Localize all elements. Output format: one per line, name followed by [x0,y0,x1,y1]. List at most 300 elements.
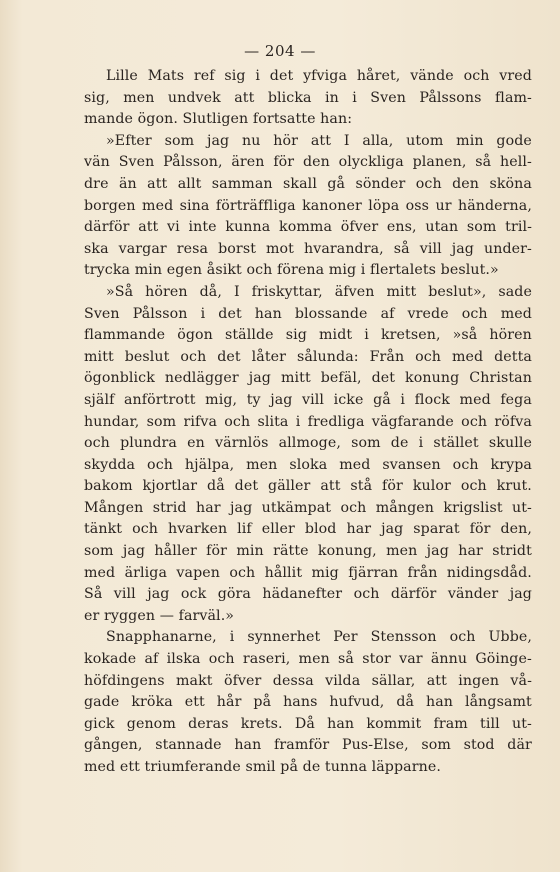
word: mitt [386,283,417,300]
word: vilda [325,672,361,689]
text-line [84,196,532,218]
text-line [84,627,532,649]
word: med [500,305,532,322]
word: skydda [84,456,136,473]
word: nu [242,132,261,149]
word: och [353,586,380,603]
word: för [273,154,295,171]
word: och [340,499,367,516]
word: framför [274,737,330,754]
word: eller [261,521,295,538]
word: förträffliga [215,197,296,214]
word: och [180,348,207,365]
word: hufvud, [329,694,385,711]
word: öfver [340,219,379,236]
word: mot [265,240,294,257]
word: att [234,89,255,106]
word: oss [405,197,430,214]
word: sönder [355,175,406,192]
word: en [187,435,205,452]
word: vänder [447,586,499,603]
word: men [386,543,418,560]
word: ut- [512,499,532,516]
word: trycka min egen åsikt och förena mig i flertalets beslut.» [84,262,499,279]
word: midt [319,327,353,344]
word: då, [199,283,222,300]
word: hör [273,132,299,149]
word: i [200,305,206,322]
word: mig [311,564,339,581]
word: detta [494,348,532,365]
word: Ubbe, [488,629,532,646]
word: vargar [118,240,167,257]
text-line [84,88,532,110]
word: skall [283,175,317,192]
word: vapen [176,564,220,581]
word: rätte [273,543,309,560]
word: blossande [294,305,368,322]
text-line [84,325,532,347]
word: och [224,413,251,430]
text-line [84,519,532,541]
text-line [84,282,532,304]
word: sina [179,197,210,214]
text-line [84,606,532,628]
word: gick [84,715,115,732]
word: Snapphanarne, [106,629,217,646]
word: hell- [500,154,532,171]
word: jag [206,132,230,149]
word: kulor [412,478,451,495]
word: sade [498,283,532,300]
word: vrede [407,305,449,322]
word: jag [270,391,293,408]
text-line [84,347,532,369]
word: med ett triumferande smil på de tunna läpparne. [84,759,441,775]
word: öfver [223,672,262,689]
word: Pålsson [132,305,188,322]
word: Så [84,586,103,603]
word: i [352,89,357,106]
word: att [426,672,447,689]
word: planen, [412,154,467,171]
word: så [475,154,492,171]
word: ärliga [124,564,168,581]
body-text [84,66,532,779]
word: vägfarande [371,413,454,430]
word: som [351,435,381,452]
word: Göinge- [475,651,532,668]
word: och [132,521,158,538]
word: att [138,219,159,236]
word: har [195,499,221,516]
word: stor [362,651,391,668]
word: jag [451,240,474,257]
text-line [84,174,532,196]
word: hören [489,327,532,344]
word: vände [410,68,454,84]
word: han [327,715,355,732]
word: Stensson [370,629,437,646]
text-line [84,692,532,714]
text-line [84,433,532,455]
word: jag [230,499,253,516]
word: därför [390,586,437,603]
text-line [84,714,532,736]
word: Pålsson, [163,154,223,171]
word: ock [180,586,207,603]
word: att [320,478,341,495]
word: sparat [413,521,460,538]
word: röfva [494,413,532,430]
page-number: — 204 — [244,42,316,60]
word: har [458,543,483,560]
word: kjortlar [142,478,198,495]
word: komma [279,219,333,236]
text-line [84,390,532,412]
text-line [84,152,532,174]
word: konung [405,370,460,387]
word: raseri, [242,651,291,668]
word: Mången [84,499,144,516]
word: Lille [106,68,138,84]
word: beslut [124,348,170,365]
word: sig, [84,89,110,106]
word: inte [188,219,217,236]
word: från [407,564,438,581]
word: och [461,413,488,430]
word: mig, [205,391,238,408]
word: och [229,564,256,581]
word: resa [176,240,209,257]
word: ty [246,391,261,408]
word: och [208,651,235,668]
word: ännu [430,651,468,668]
word: fram [433,715,468,732]
word: dre [84,175,109,192]
word: borst [218,240,256,257]
word: lif [237,521,252,538]
word: dessa [272,672,314,689]
word: jag [122,543,146,560]
word: gäller [268,478,311,495]
word: Pus-Else, [341,737,409,754]
word: skulle [488,435,532,452]
word: sloka [289,456,328,473]
word: och [415,175,442,192]
word: ställde [224,327,274,344]
word: där [507,737,532,754]
word: gå [327,175,346,192]
word: gode [496,132,532,149]
word: slita [257,413,289,430]
text-line [84,476,532,498]
word: mången [375,499,435,516]
word: fredliga [307,413,365,430]
word: att [310,132,332,149]
word: har [346,521,372,538]
word: men [123,89,155,106]
word: krigslist [443,499,503,516]
word: det [269,68,294,84]
word: ens, [386,219,417,236]
word: plundra [120,435,177,452]
word: det [217,348,241,365]
word: i [295,413,301,430]
word: sköna [489,175,532,192]
word: stannade [155,737,222,754]
word: Christan [469,370,532,387]
word: då [396,694,415,711]
word: vred [499,68,532,84]
word: befäl, [320,370,362,387]
word: att [147,175,168,192]
word: Sven [84,305,120,322]
word: mitt [84,348,114,365]
word: kretsen, [380,327,441,344]
text-line [84,541,532,563]
word: den [302,154,330,171]
word: kommit [366,715,422,732]
word: sig [285,327,307,344]
text-line [84,66,532,88]
word: yfviga [303,68,348,84]
text-line [84,304,532,326]
word: därför [84,219,130,236]
word: Sven [370,89,406,106]
word: blicka [267,89,312,106]
word: bakom [84,478,133,495]
word: värnlös [215,435,269,452]
word: än [118,175,137,192]
word: med [459,391,491,408]
text-line [84,239,532,261]
word: till [480,715,500,732]
word: stridt [492,543,532,560]
word: »Så [106,283,134,300]
text-line [84,757,532,779]
word: er ryggen — farväl.» [84,607,235,624]
word: som [146,413,177,430]
word: och [460,478,487,495]
word: håller [154,543,197,560]
word: rifva [183,413,218,430]
word: långsamt [464,694,532,711]
word: händerna, [457,197,532,214]
word: så [393,240,410,257]
text-line [84,735,532,757]
word: anförtrott [124,391,196,408]
word: ingen [458,672,500,689]
text-line [84,368,532,390]
word: fjärran [348,564,399,581]
word: svansen [382,456,441,473]
word: då [207,478,225,495]
word: icke [333,391,364,408]
word: kröka [131,694,173,711]
word: på [253,694,272,711]
word: ur [435,197,452,214]
word: alla, [362,132,394,149]
word: och [415,348,442,365]
word: höfdingens [84,672,165,689]
word: Från [369,348,405,365]
word: och [147,456,173,473]
word: deras [188,715,229,732]
word: men [246,456,278,473]
word: flock [414,391,450,408]
word: han [234,737,262,754]
word: jag [147,586,170,603]
word: sällar, [371,672,416,689]
word: ilska [166,651,201,668]
word: vill [419,240,442,257]
word: ögonblick [84,370,155,387]
word: det [234,478,259,495]
word: och [452,456,479,473]
word: samman [211,175,273,192]
word: var [399,651,423,668]
word: som [466,219,497,236]
word: för [469,521,491,538]
word: och [84,435,110,452]
word: med [339,456,371,473]
text-line [84,671,532,693]
word: krets. [240,715,283,732]
word: och [463,68,490,84]
word: genom [126,715,176,732]
word: mande ögon. Slutligen fortsatte han: [84,111,353,128]
word: hvarken [167,521,228,538]
word: jag [426,543,449,560]
text-line [84,131,532,153]
word: allmoge, [278,435,341,452]
word: flammande [84,327,166,344]
word: i [418,435,424,452]
word: den [452,175,480,192]
word: med [142,197,174,214]
word: och [449,629,476,646]
word: in [324,89,339,106]
word: ögon [177,327,213,344]
word: göra [217,586,251,603]
word: nidingsdåd. [446,564,532,581]
text-line [84,584,532,606]
word: vill [302,391,325,408]
word: olyckliga [338,154,404,171]
word: af [380,305,395,322]
word: sig [224,68,246,84]
word: vi [167,219,180,236]
word: undvek [167,89,221,106]
word: jag [248,370,271,387]
word: gå [373,391,391,408]
word: allt [177,175,202,192]
word: kunna [225,219,271,236]
text-line [84,498,532,520]
word: ären [231,154,265,171]
word: med [84,564,116,581]
word: hår [216,694,242,711]
word: ska [84,240,109,257]
word: Då [294,715,315,732]
word: vän [84,154,110,171]
word: vå- [510,672,532,689]
word: hvarandra, [303,240,384,257]
word: hädanefter [262,586,343,603]
word: makt [175,672,213,689]
word: kanoner [302,197,362,214]
word: utkämpat [261,499,332,516]
word: i [229,629,235,646]
word: blod [304,521,337,538]
word: min [456,132,484,149]
word: stället [433,435,479,452]
word: som [164,132,195,149]
word: under- [483,240,532,257]
word: äfven [334,283,375,300]
text-line [84,563,532,585]
word: hans [283,694,318,711]
word: I [343,132,350,149]
word: tril- [505,219,532,236]
word: tänkt [84,521,123,538]
word: af [144,651,159,668]
word: krypa [490,456,532,473]
word: mitt [280,370,311,387]
word: i [364,327,369,344]
word: det [218,305,242,322]
word: ett [184,694,205,711]
word: låter [251,348,287,365]
word: ref [193,68,215,84]
text-line [84,455,532,477]
word: hållit [264,564,303,581]
word: Mats [147,68,185,84]
word: beslut», [428,283,487,300]
word: som [421,737,451,754]
word: håret, [356,68,401,84]
word: han [254,305,282,322]
text-line [84,649,532,671]
word: det [371,370,396,387]
word: så [338,651,354,668]
word: i [255,68,261,84]
word: synnerhet [247,629,321,646]
word: friskyttar, [251,283,323,300]
word: krut. [496,478,532,495]
word: flam- [494,89,532,106]
word: fega [500,391,532,408]
word: Pålssons [419,89,482,106]
word: den, [500,521,532,538]
word: min [236,543,264,560]
word: »Efter [106,132,152,149]
word: utom [406,132,444,149]
word: hundar, [84,413,140,430]
word: sålunda: [296,348,359,365]
text-line [84,260,532,282]
word: i [400,391,406,408]
word: borgen [84,197,136,214]
word: jag [381,521,404,538]
word: I [233,283,240,300]
word: med [451,348,484,365]
text-line [84,109,532,131]
word: hjälpa, [184,456,235,473]
text-line [84,412,532,434]
word: utan [425,219,459,236]
